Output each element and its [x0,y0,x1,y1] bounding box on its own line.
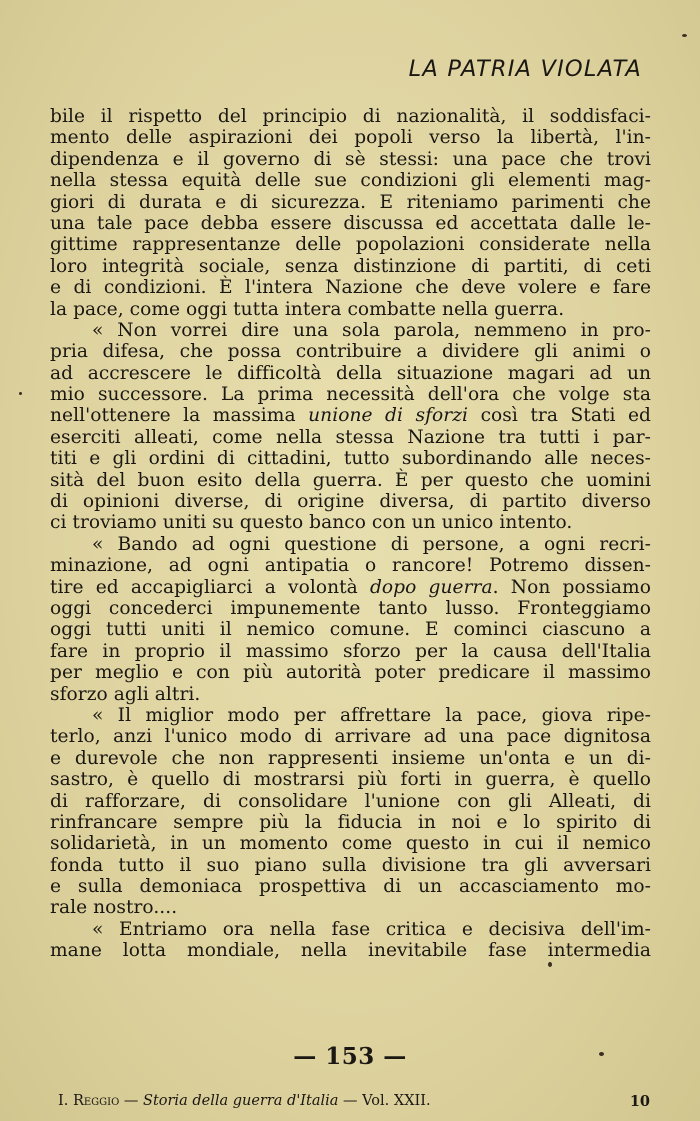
text-line: rale nostro.... [50,897,178,919]
text-line: fare in proprio il massimo sforzo per la causa dell'Italia [50,640,651,662]
text-line: di opinioni diverse, di origine diversa, di partito diverso [50,491,651,513]
emphasis-text: dopo guerra [369,576,493,598]
text-line: e sulla demoniaca prospettiva di un accasciamento mo- [50,876,651,898]
text-line: « Entriamo ora nella fase critica e decisiva dell'im- [92,918,651,940]
text-line: oggi concederci impunemente tanto lusso. Fronteggiamo [50,597,651,619]
footer-dash-2: — [338,1093,363,1109]
text-line: ci troviamo uniti su questo banco con un unico intento. [50,512,573,534]
text-line: nella stessa equità delle sue condizioni gli elementi mag- [50,170,651,192]
body-text [50,106,651,962]
text-line: sforzo agli altri. [50,683,201,705]
text-line: una tale pace debba essere discussa ed accettata dalle le- [50,212,651,234]
text-line: sità del buon esito della guerra. È per questo che uomini [50,469,651,491]
footer-citation [58,1093,431,1109]
text-line: nell'ottenere la massima unione di sforzi così tra Stati ed [50,405,651,427]
text-line: « Il miglior modo per affrettare la pace, giova ripe- [92,704,651,726]
text-line: rinfrancare sempre più la fiducia in noi e lo spirito di [50,811,651,833]
text-line: tire ed accapigliarci a volontà dopo guerra. Non possiamo [50,576,651,598]
text-line: bile il rispetto del principio di nazionalità, il soddisfaci- [50,106,651,127]
text-line: per meglio e con più autorità poter predicare il massimo [50,662,651,684]
text-line: la pace, come oggi tutta intera combatte nella guerra. [50,298,565,320]
text-line: solidarietà, in un momento come questo in cui il nemico [50,833,651,855]
text-line: pria difesa, che possa contribuire a dividere gli animi o [50,341,651,363]
paper-speck [548,962,552,967]
text-line: eserciti alleati, come nella stessa Nazione tra tutti i par- [50,426,651,448]
page-number: — 153 — [293,1043,407,1070]
text-line: e di condizioni. È l'intera Nazione che deve volere e fare [50,277,651,299]
text-line: mento delle aspirazioni dei popoli verso la libertà, l'in- [50,127,651,149]
text-line: ad accrescere le difficoltà della situazione magari ad un [50,362,651,384]
text-line: minazione, ad ogni antipatia o rancore! Potremo dissen- [50,555,651,577]
footer-author-initial: I. [58,1093,73,1109]
paper-speck [682,34,687,37]
footer-dash-1: — [119,1093,144,1109]
footer-author-surname: Reggio [72,1093,120,1109]
text-line: sastro, è quello di mostrarsi più forti in guerra, è quello [50,769,651,791]
text-line: « Bando ad ogni questione di persone, a ogni recri- [92,533,651,555]
paper-speck [19,392,22,395]
emphasis-text: unione di sforzi [308,405,469,427]
text-line: « Non vorrei dire una sola parola, nemmeno in pro- [92,319,651,341]
text-line: di rafforzare, di consolidare l'unione con gli Alleati, di [50,790,651,812]
text-line: mane lotta mondiale, nella inevitabile fase intermedia [50,940,651,962]
text-line: gittime rappresentanze delle popolazioni considerate nella [50,234,651,256]
footer-volume: Vol. XXII. [362,1093,431,1109]
text-line: titi e gli ordini di cittadini, tutto subordinando alle neces- [50,448,651,470]
text-line: mio successore. La prima necessità dell'ora che volge sta [50,384,651,406]
text-line: e durevole che non rappresenti insieme un'onta e un di- [50,747,651,769]
running-head: LA PATRIA VIOLATA [408,56,642,82]
text-line: terlo, anzi l'unico modo di arrivare ad una pace dignitosa [50,726,651,748]
text-line: fonda tutto il suo piano sulla divisione tra gli avversari [50,854,651,876]
text-line: giori di durata e di sicurezza. E riteniamo parimenti che [50,191,651,213]
text-line: loro integrità sociale, senza distinzione di partiti, di ceti [50,255,651,277]
paper-speck [599,1052,604,1056]
text-line: oggi tutti uniti il nemico comune. E cominci ciascuno a [50,619,651,641]
text-line: dipendenza e il governo di sè stessi: una pace che trovi [50,148,651,170]
footer-signature-mark: 10 [629,1093,650,1110]
footer-book-title: Storia della guerra d'Italia [143,1093,339,1109]
